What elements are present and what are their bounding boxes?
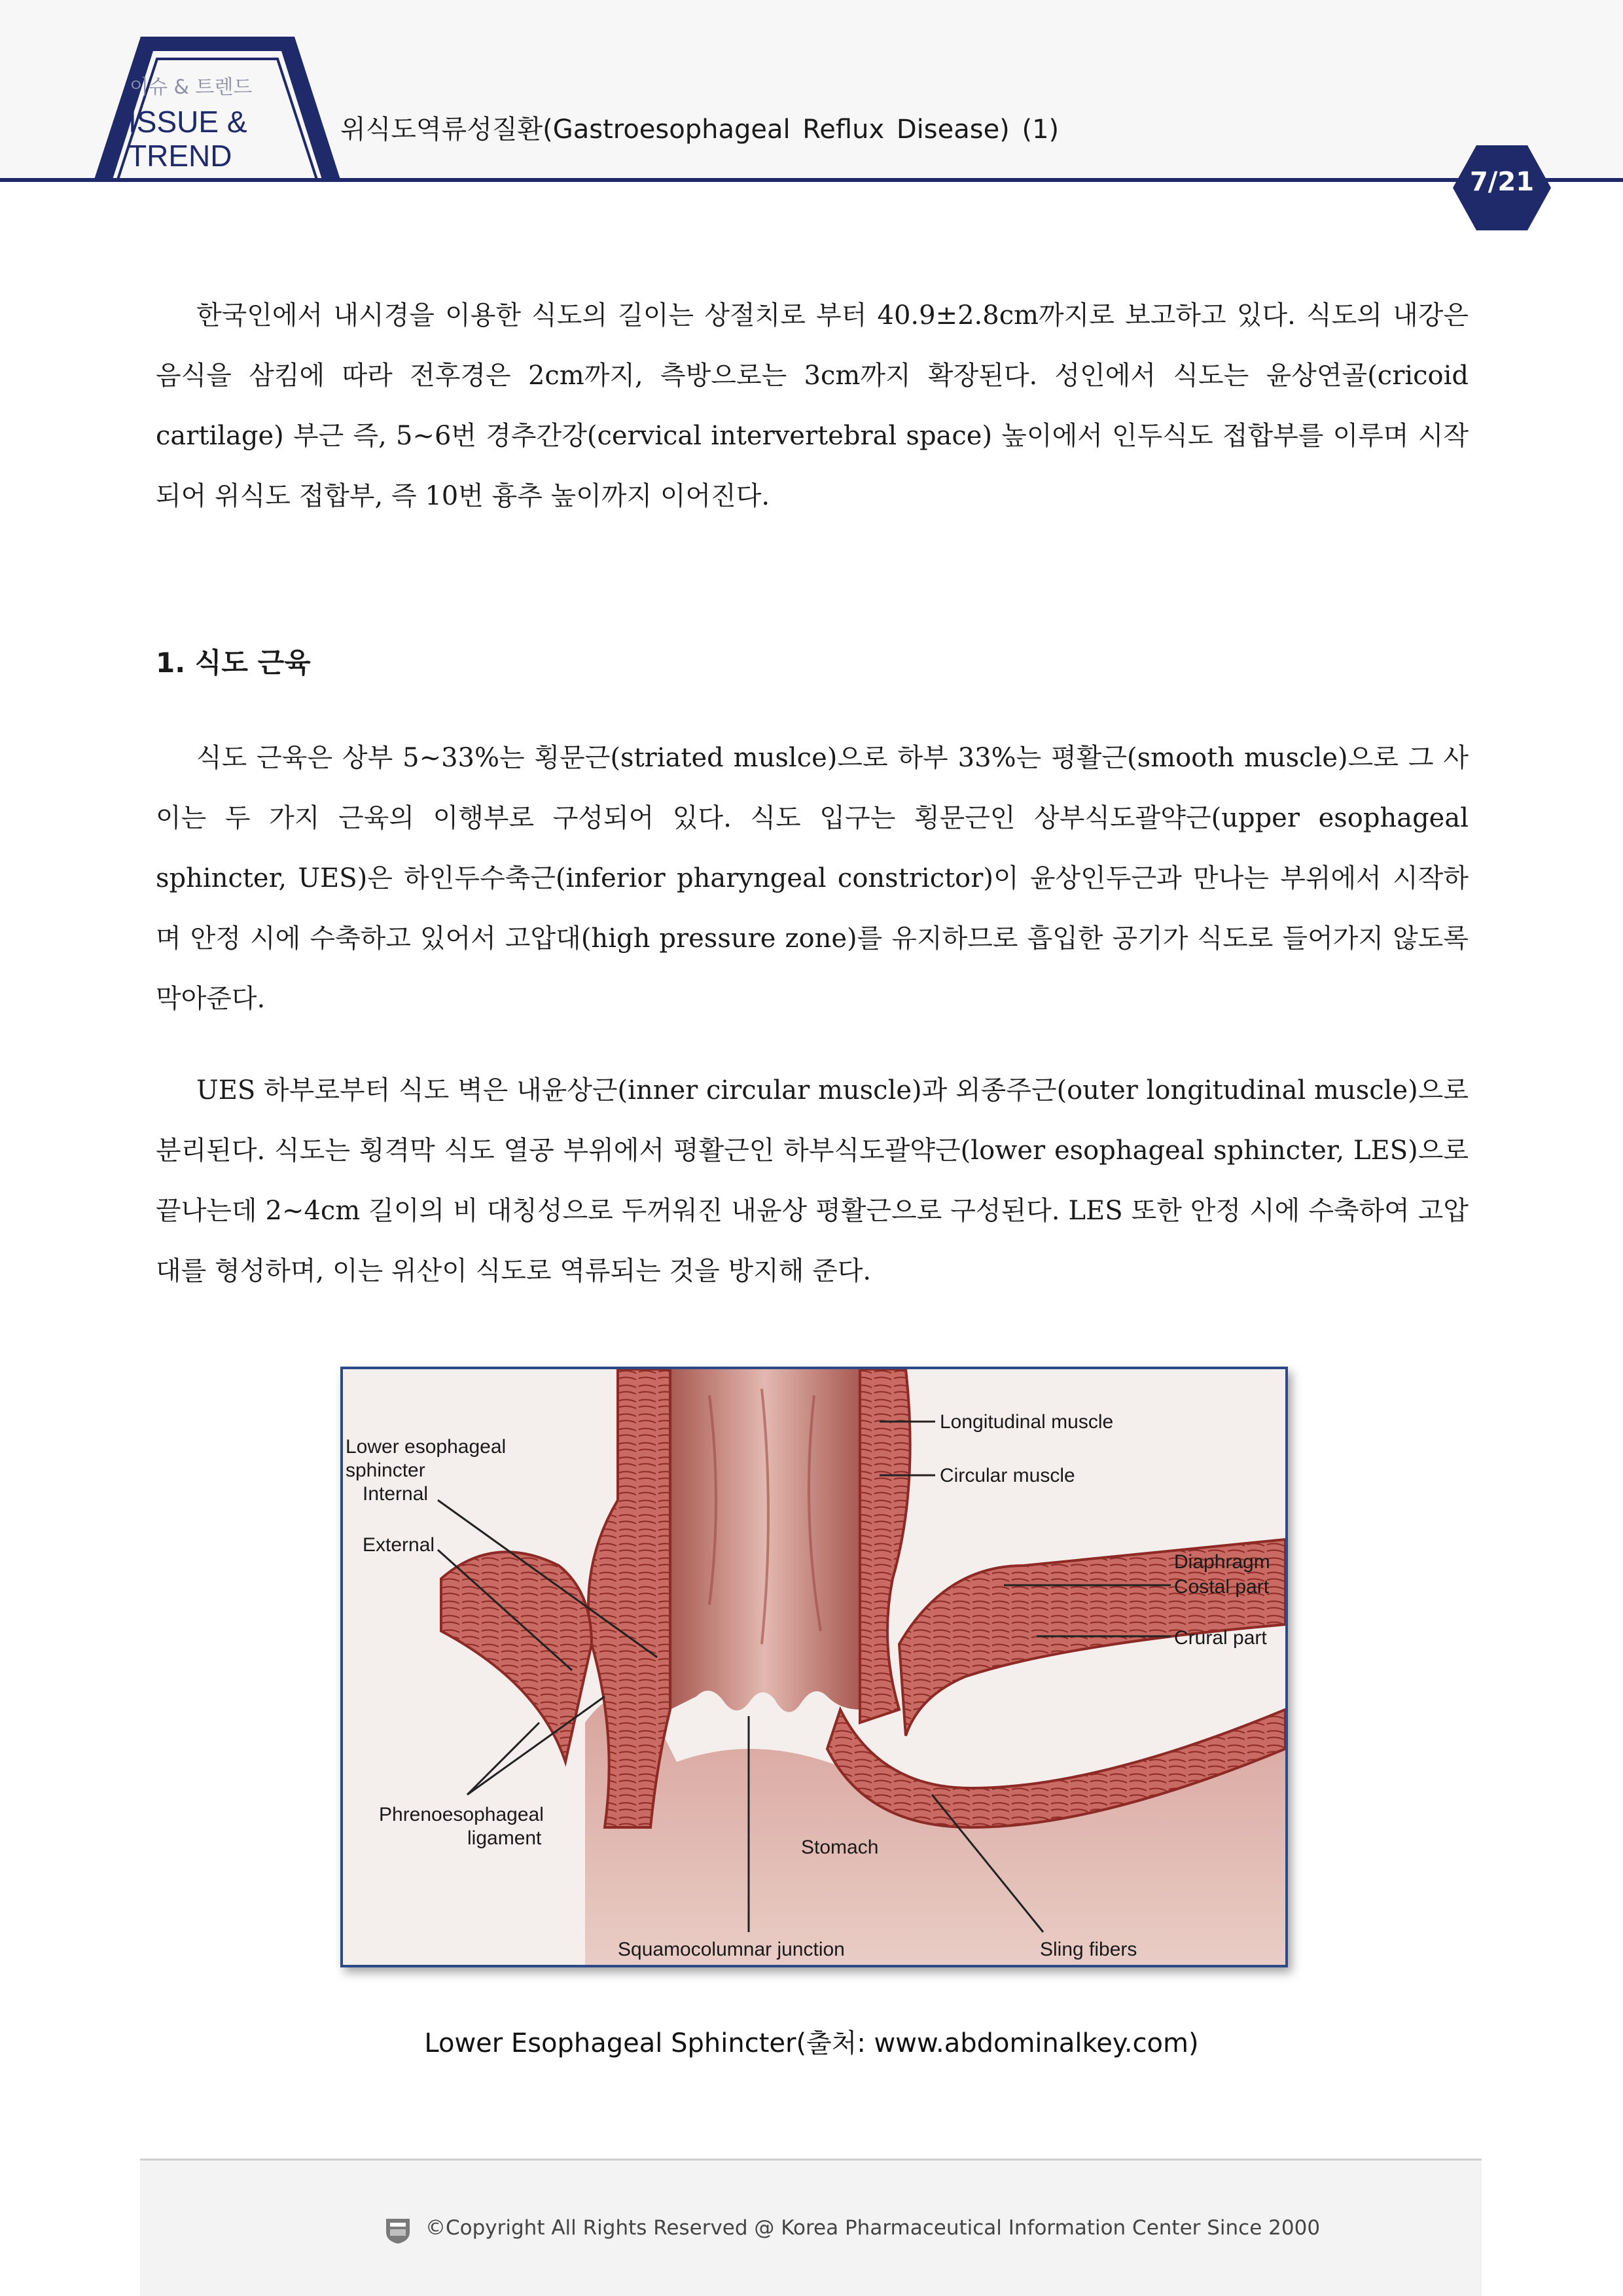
figure-caption: Lower Esophageal Sphincter(출처: www.abdominalkey.com): [424, 2028, 1199, 2058]
label-external: External: [363, 1534, 435, 1556]
label-squamocolumnar-junction: Squamocolumnar junction: [618, 1939, 845, 1960]
logo-korean-text: 이슈 & 트렌드: [130, 76, 253, 99]
les-anatomy-illustration: [343, 1369, 1285, 1965]
shield-logo-icon: [385, 2216, 411, 2245]
label-sling-fibers: Sling fibers: [1040, 1939, 1137, 1960]
label-les-line1: Lower esophageal: [346, 1436, 507, 1458]
label-longitudinal-muscle: Longitudinal muscle: [940, 1411, 1114, 1433]
label-crural-part: Crural part: [1174, 1627, 1267, 1649]
label-costal-part: Costal part: [1174, 1576, 1270, 1598]
label-circular-muscle: Circular muscle: [940, 1465, 1075, 1486]
label-stomach: Stomach: [801, 1837, 879, 1858]
label-phreno-line2: ligament: [467, 1827, 542, 1849]
paragraph-les: UES 하부로부터 식도 벽은 내윤상근(inner circular muscle)과 외종주근(outer longitudinal muscle)으로 분리된다. 식도는 횡격막 식도 열공 부위에서 평활근인 하부식도괄약근(lower esophageal sphincter, LES)으로 끝나는데 2~4cm 길이의 비 대칭성으로 두꺼워진 내윤상 평활근으로 구성된다. LES 또한 안정 시에 수축하여 고압대를 형성하며, 이는 위산이 식도로 역류되는 것을 방지해 준다.: [156, 1075, 1469, 1286]
label-diaphragm: Diaphragm: [1174, 1551, 1270, 1573]
document-title: 위식도역류성질환(Gastroesophageal Reflux Disease) (1): [340, 115, 1060, 145]
logo-line-1: ISSUE &: [128, 105, 247, 139]
paragraph-muscle-composition: 식도 근육은 상부 5~33%는 횡문근(striated muslce)으로 하부 33%는 평활근(smooth muscle)으로 그 사이는 두 가지 근육의 이행부로 구성되어 있다. 식도 입구는 횡문근인 상부식도괄약근(upper esophageal sphincter, UES)은 하인두수축근(inferior pharyngeal constrictor)이 윤상인두근과 만나는 부위에서 시작하며 안정 시에 수축하고 있어서 고압대(high pressure zone)를 유지하므로 흡입한 공기가 식도로 들어가지 않도록 막아준다.: [156, 743, 1469, 1014]
logo-text: [128, 105, 247, 173]
les-anatomy-figure: [340, 1367, 1288, 1967]
copyright-text: ©Copyright All Rights Reserved @ Korea Pharmaceutical Information Center Since 2000: [425, 2216, 1321, 2240]
logo-line-2: TREND: [128, 139, 232, 173]
page-number: 7/21: [1469, 167, 1535, 197]
label-phreno-line1: Phrenoesophageal: [379, 1804, 544, 1825]
paragraph-esophagus-length: 한국인에서 내시경을 이용한 식도의 길이는 상절치로 부터 40.9±2.8cm까지로 보고하고 있다. 식도의 내강은 음식을 삼킴에 따라 전후경은 2cm까지, 측방으로는 3cm까지 확장된다. 성인에서 식도는 윤상연골(cricoid cartilage) 부근 즉, 5~6번 경추간강(cervical intervertebral space) 높이에서 인두식도 접합부를 이루며 시작되어 위식도 접합부, 즉 10번 흉추 높이까지 이어진다.: [156, 300, 1469, 511]
section-heading-esophageal-muscle: 1. 식도 근육: [156, 647, 311, 679]
label-les-line2: sphincter: [346, 1460, 425, 1481]
label-internal: Internal: [363, 1483, 429, 1505]
